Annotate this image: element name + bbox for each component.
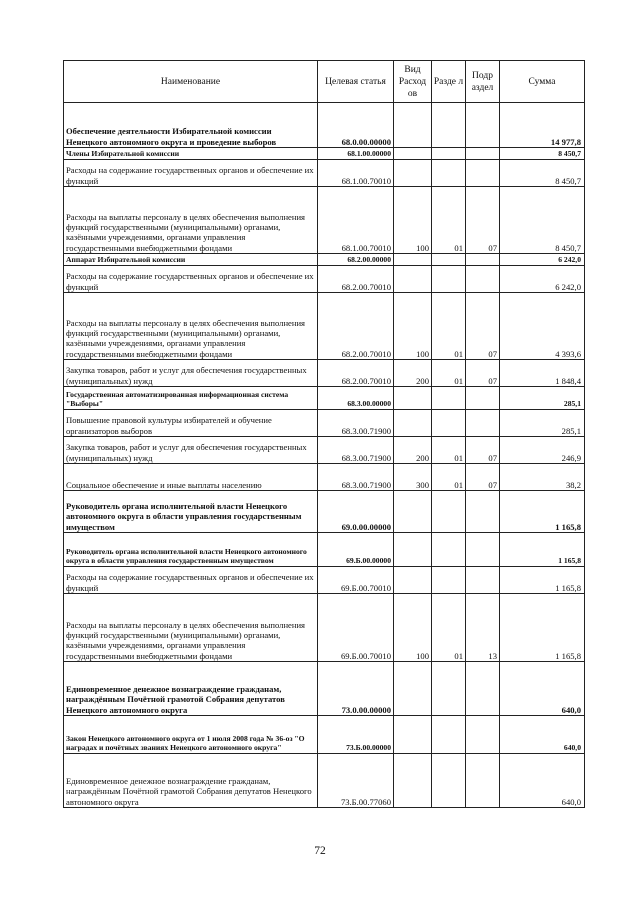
row-sum: 285,1	[500, 410, 585, 437]
row-name: Обеспечение деятельности Избирательной комиссии Ненецкого автономного округа и проведение выборов	[64, 103, 318, 148]
row-vid	[394, 254, 432, 266]
table-row	[64, 533, 585, 567]
row-name: Повышение правовой культуры избирателей и обучение организаторов выборов	[64, 410, 318, 437]
row-sum: 8 450,7	[500, 148, 585, 160]
table-row	[64, 437, 585, 464]
row-code: 68.3.00.71900	[318, 464, 394, 491]
row-name: Расходы на выплаты персоналу в целях обеспечения выполнения функций государственными (муниципальными) органами, казёнными учреждениями, органами управления государственными внебюджетными фондами	[64, 293, 318, 360]
row-razdel	[432, 266, 466, 293]
row-name: Закупка товаров, работ и услуг для обеспечения государственных (муниципальных) нужд	[64, 437, 318, 464]
row-name: Закон Ненецкого автономного округа от 1 июля 2008 года № 36-оз "О наградах и почётных званиях Ненецкого автономного округа"	[64, 716, 318, 754]
row-podrazdel: 07	[466, 437, 500, 464]
row-podrazdel	[466, 254, 500, 266]
row-name: Социальное обеспечение и иные выплаты населению	[64, 464, 318, 491]
row-sum: 8 450,7	[500, 160, 585, 187]
row-vid: 200	[394, 360, 432, 387]
row-podrazdel	[466, 754, 500, 808]
row-code: 68.3.00.00000	[318, 387, 394, 410]
table-row	[64, 567, 585, 594]
row-code: 68.3.00.71900	[318, 437, 394, 464]
row-sum: 285,1	[500, 387, 585, 410]
table-row	[64, 148, 585, 160]
row-podrazdel: 13	[466, 594, 500, 662]
row-podrazdel	[466, 160, 500, 187]
row-name: Единовременное денежное вознаграждение гражданам, награждённым Почётной грамотой Собрания депутатов Ненецкого автономного округа	[64, 662, 318, 716]
table-row	[64, 662, 585, 716]
table-row	[64, 266, 585, 293]
row-vid	[394, 266, 432, 293]
table-row	[64, 360, 585, 387]
row-code: 73.Б.00.00000	[318, 716, 394, 754]
row-podrazdel	[466, 387, 500, 410]
row-code: 69.Б.00.70010	[318, 594, 394, 662]
row-razdel: 01	[432, 360, 466, 387]
row-sum: 640,0	[500, 716, 585, 754]
row-sum: 246,9	[500, 437, 585, 464]
table-row	[64, 491, 585, 533]
row-sum: 1 165,8	[500, 567, 585, 594]
header-target: Целевая статья	[318, 61, 394, 103]
row-sum: 1 165,8	[500, 594, 585, 662]
row-razdel	[432, 567, 466, 594]
row-sum: 38,2	[500, 464, 585, 491]
row-vid	[394, 533, 432, 567]
budget-table	[63, 60, 585, 808]
header-name: Наименование	[64, 61, 318, 103]
header-subsection: Подр аздел	[466, 61, 500, 103]
row-name: Члены Избирательной комиссии	[64, 148, 318, 160]
header-section: Разде л	[432, 61, 466, 103]
row-code: 68.2.00.70010	[318, 293, 394, 360]
row-razdel	[432, 662, 466, 716]
row-vid	[394, 567, 432, 594]
row-podrazdel	[466, 148, 500, 160]
row-code: 68.2.00.70010	[318, 360, 394, 387]
row-podrazdel: 07	[466, 464, 500, 491]
row-razdel	[432, 387, 466, 410]
row-razdel	[432, 148, 466, 160]
table-row	[64, 754, 585, 808]
row-vid	[394, 754, 432, 808]
table-row	[64, 716, 585, 754]
row-podrazdel: 07	[466, 187, 500, 254]
table-row	[64, 160, 585, 187]
row-sum: 6 242,0	[500, 254, 585, 266]
table-body	[64, 103, 585, 808]
row-code: 73.0.00.00000	[318, 662, 394, 716]
row-name: Расходы на выплаты персоналу в целях обеспечения выполнения функций государственными (муниципальными) органами, казёнными учреждениями, органами управления государственными внебюджетными фондами	[64, 187, 318, 254]
row-podrazdel	[466, 662, 500, 716]
row-razdel	[432, 160, 466, 187]
table-row	[64, 410, 585, 437]
row-name: Руководитель органа исполнительной власти Ненецкого автономного округа в области управления государственным имуществом	[64, 491, 318, 533]
row-code: 68.2.00.70010	[318, 266, 394, 293]
row-podrazdel: 07	[466, 293, 500, 360]
row-podrazdel: 07	[466, 360, 500, 387]
row-name: Аппарат Избирательной комиссии	[64, 254, 318, 266]
header-row	[64, 61, 585, 103]
row-vid: 100	[394, 594, 432, 662]
row-code: 68.2.00.00000	[318, 254, 394, 266]
row-razdel: 01	[432, 464, 466, 491]
row-code: 69.Б.00.00000	[318, 533, 394, 567]
row-podrazdel	[466, 266, 500, 293]
row-sum: 640,0	[500, 754, 585, 808]
row-vid	[394, 103, 432, 148]
row-podrazdel	[466, 410, 500, 437]
row-vid	[394, 387, 432, 410]
row-code: 68.1.00.00000	[318, 148, 394, 160]
row-razdel: 01	[432, 437, 466, 464]
row-name: Государственная автоматизированная информационная система "Выборы"	[64, 387, 318, 410]
row-razdel	[432, 754, 466, 808]
row-razdel	[432, 491, 466, 533]
table-row	[64, 293, 585, 360]
table-row	[64, 387, 585, 410]
table-row	[64, 187, 585, 254]
row-podrazdel	[466, 533, 500, 567]
row-sum: 1 165,8	[500, 533, 585, 567]
row-vid: 100	[394, 293, 432, 360]
row-podrazdel	[466, 103, 500, 148]
table-row	[64, 594, 585, 662]
row-name: Расходы на содержание государственных органов и обеспечение их функций	[64, 266, 318, 293]
row-sum: 8 450,7	[500, 187, 585, 254]
row-razdel: 01	[432, 594, 466, 662]
row-name: Расходы на содержание государственных органов и обеспечение их функций	[64, 567, 318, 594]
row-code: 68.1.00.70010	[318, 187, 394, 254]
row-podrazdel	[466, 567, 500, 594]
table-row	[64, 254, 585, 266]
row-vid	[394, 491, 432, 533]
row-podrazdel	[466, 491, 500, 533]
table-row	[64, 464, 585, 491]
row-vid	[394, 160, 432, 187]
row-code: 68.3.00.71900	[318, 410, 394, 437]
row-code: 68.1.00.70010	[318, 160, 394, 187]
row-name: Руководитель органа исполнительной власти Ненецкого автономного округа в области управления государственным имуществом	[64, 533, 318, 567]
row-sum: 1 165,8	[500, 491, 585, 533]
row-razdel	[432, 254, 466, 266]
row-sum: 1 848,4	[500, 360, 585, 387]
header-sum: Сумма	[500, 61, 585, 103]
row-vid	[394, 716, 432, 754]
row-sum: 14 977,8	[500, 103, 585, 148]
header-type: Вид Расход ов	[394, 61, 432, 103]
row-vid: 100	[394, 187, 432, 254]
row-podrazdel	[466, 716, 500, 754]
row-vid	[394, 148, 432, 160]
row-sum: 6 242,0	[500, 266, 585, 293]
row-sum: 640,0	[500, 662, 585, 716]
row-name: Закупка товаров, работ и услуг для обеспечения государственных (муниципальных) нужд	[64, 360, 318, 387]
row-vid: 300	[394, 464, 432, 491]
row-razdel	[432, 716, 466, 754]
table-row	[64, 103, 585, 148]
page-number: 72	[314, 845, 326, 857]
row-name: Расходы на содержание государственных органов и обеспечение их функций	[64, 160, 318, 187]
row-code: 69.Б.00.70010	[318, 567, 394, 594]
row-razdel: 01	[432, 187, 466, 254]
row-vid: 200	[394, 437, 432, 464]
row-sum: 4 393,6	[500, 293, 585, 360]
row-razdel	[432, 103, 466, 148]
row-code: 68.0.00.00000	[318, 103, 394, 148]
row-code: 73.Б.00.77060	[318, 754, 394, 808]
row-name: Расходы на выплаты персоналу в целях обеспечения выполнения функций государственными (муниципальными) органами, казёнными учреждениями, органами управления государственными внебюджетными фондами	[64, 594, 318, 662]
row-vid	[394, 410, 432, 437]
row-name: Единовременное денежное вознаграждение гражданам, награждённым Почётной грамотой Собрания депутатов Ненецкого автономного округа	[64, 754, 318, 808]
row-razdel	[432, 410, 466, 437]
row-vid	[394, 662, 432, 716]
row-razdel: 01	[432, 293, 466, 360]
row-code: 69.0.00.00000	[318, 491, 394, 533]
row-razdel	[432, 533, 466, 567]
